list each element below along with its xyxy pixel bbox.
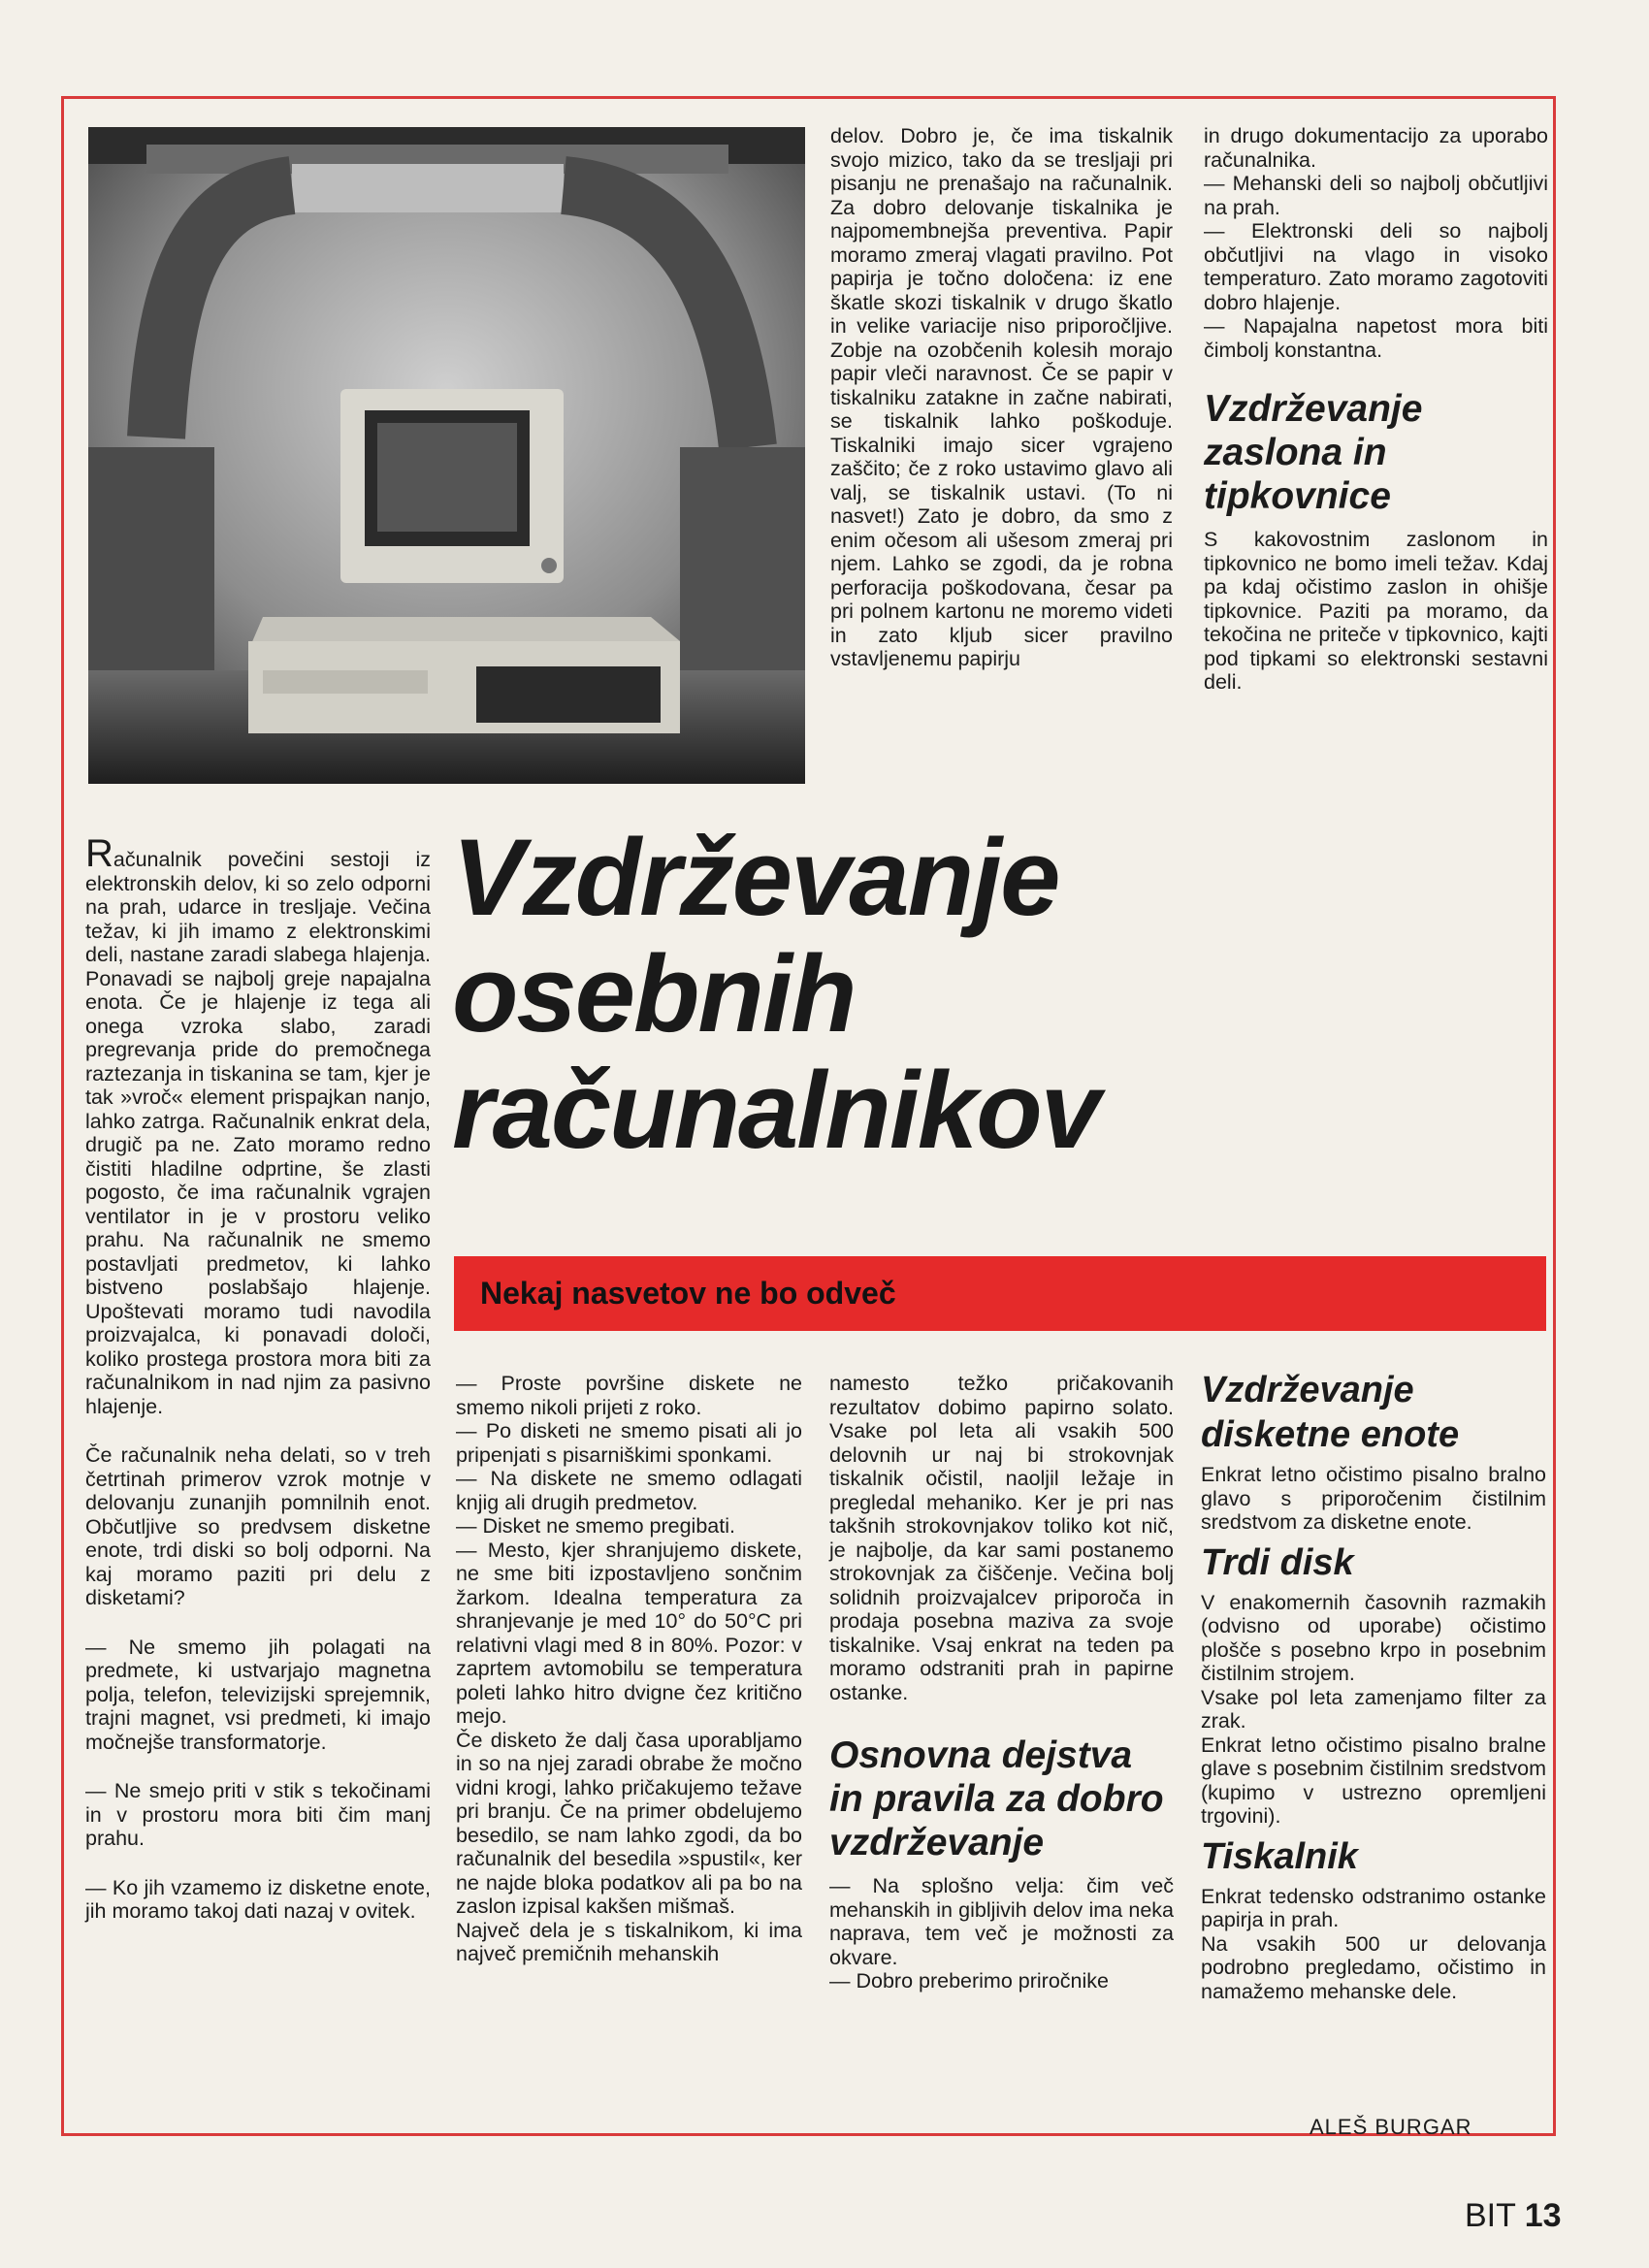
author-byline: ALEŠ BURGAR — [1310, 2115, 1472, 2139]
text-paragraph: Vsake pol leta zamenjamo filter za zrak. — [1201, 1685, 1546, 1733]
text-paragraph: — Po disketi ne smemo pisati ali jo pripenjati s pisarniškimi sponkami. — [456, 1419, 802, 1467]
subheading-printer: Tiskalnik — [1201, 1835, 1358, 1877]
page-folio — [1465, 2197, 1562, 2235]
text-paragraph: — Na splošno velja: čim več mehanskih in gibljivih delov ima neka naprava, tem več je možnosti za okvare. — [829, 1874, 1174, 1969]
text-paragraph: Največ dela je s tiskalnikom, ki ima največ premičnih mehanskih — [456, 1918, 802, 1965]
left-column — [85, 832, 431, 1924]
text-paragraph: Če disketo že dalj časa uporabljamo in so na njej zaradi obrabe že močno vidni krogi, lahko pričakujemo težave pri branju. Če na primer obdelujemo besedilo, se nam lahko zgodi, da bo računalnik del besedila »spustil«, ker ne najde bloka podatkov ali pa bo na zaslon izpisal kakšen mišmaš. — [456, 1728, 802, 1918]
subheading-basic-rules: Osnovna dejstva in pravila za dobro vzdrževanje — [829, 1734, 1164, 1863]
text-paragraph: — Na diskete ne smemo odlagati knjig ali drugih predmetov. — [456, 1467, 802, 1514]
text-paragraph: namesto težko pričakovanih rezultatov dobimo papirno solato. Vsake pol leta ali vsakih 500 delovnih ur naj bi strokovnjak tiskalnik očistil, naoljil ležaje in pregledal mehaniko. Ker je pri nas takšnih strokovnjakov toliko kot nič, je najbolje, da kar sami postanemo strokovnjak za čiščenje. Večina bolj solidnih proizvajalcev priporoča in prodaja posebna maziva za svoje tiskalnike. Vsaj enkrat na teden pa moramo odstraniti prah in papirne ostanke. — [829, 1372, 1174, 1704]
bottom-column-3 — [1201, 1368, 1546, 2003]
subtitle-banner — [454, 1256, 1546, 1331]
text-paragraph: Na vsakih 500 ur delovanja podrobno pregledamo, očistimo in namažemo mehanske dele. — [1201, 1931, 1546, 2003]
text-paragraph: — Mesto, kjer shranjujemo diskete, ne sme biti izpostavljeno sončnim žarkom. Idealna temperatura za shranjevanje je med 10° do 50°C pri relativni vlagi med 8 in 80%. Pozor: v zaprtem avtomobilu se temperatura poleti lahko hitro dvigne čez kritično mejo. — [456, 1538, 802, 1728]
text-paragraph: delov. Dobro je, če ima tiskalnik svojo mizico, tako da se tresljaji pri pisanju ne prenašajo na računalnik. Za dobro delovanje tiskalnika je najpomembnejša preventiva. Papir moramo zmeraj vlagati pravilno. Pot papirja je točno določena: iz ene škatle skozi tiskalnik v drugo škatlo in velike variacije niso priporočljive. Zobje na ozobčenih kolesih morajo papir vleči naravnost. Če se papir v tiskalniku zatakne in začne nabirati, se tiskalnik lahko poškoduje. Tiskalniki imajo sicer vgrajeno zaščito; če z roko ustavimo glavo ali valj, se tiskalnik ustavi. (To ni nasvet!) Zato je dobro, da smo z enim očesom ali ušesom zmeraj pri njem. Lahko se zgodi, da je robna perforacija poškodovana, česar pa pri polnem kartonu ne moremo videti in zato kljub sicer pravilno vstavljenemu papirju — [830, 124, 1173, 670]
top-column-2 — [1204, 124, 1548, 695]
text-paragraph: — Proste površine diskete ne smemo nikoli prijeti z roko. — [456, 1372, 802, 1419]
text-paragraph: — Ne smemo jih polagati na predmete, ki ustvarjajo magnetna polja, telefon, televizijski sprejemnik, trajni magnet, vsi predmeti, ki imajo močnejše transformatorje. — [85, 1635, 431, 1754]
text-paragraph: — Napajalna napetost mora biti čimbolj konstantna. — [1204, 314, 1548, 362]
photo-computer-in-fog — [88, 127, 805, 784]
bottom-column-2 — [829, 1372, 1174, 1993]
title-line: Vzdrževanje — [452, 817, 1059, 938]
title-line: računalnikov — [452, 1050, 1099, 1171]
text-paragraph: — Ne smejo priti v stik s tekočinami in v prostoru mora biti čim manj prahu. — [85, 1779, 431, 1850]
text-paragraph: Če računalnik neha delati, so v treh četrtinah primerov vzrok motnje v delovanju zunanjih pomnilnih enot. Občutljive so predvsem disketne enote, trdi diski so bolj odporni. Na kaj moramo paziti pri delu z disketami? — [85, 1443, 431, 1609]
text-paragraph: — Elektronski deli so najbolj občutljivi na vlago in visoko temperaturo. Zato moramo zagotoviti dobro hlajenje. — [1204, 219, 1548, 314]
text-paragraph: — Dobro preberimo priročnike — [829, 1969, 1109, 1993]
text-paragraph: Računalnik povečini sestoji iz elektronskih delov, ki so zelo odporni na prah, udarce in tresljaje. Večina težav, ki jih imamo z elektronskimi deli, nastane zaradi slabega hlajenja. Ponavadi se najbolj greje napajalna enota. Če je hlajenje iz tega ali onega vzroka slabo, zaradi pregrevanja pride do premočnega raztezanja in tiskanina se tam, kjer je tak »vroč« element prispajkan nanjo, lahko zatrga. Računalnik enkrat dela, drugič pa ne. Zato moramo redno čistiti hladilne odprtine, še zlasti pogosto, če ima računalnik vgrajen ventilator in je v prostoru veliko prahu. Na računalnik ne smemo postavljati predmetov, ki lahko bistveno poslabšajo hlajenje. Upoštevati moramo tudi navodila proizvajalca, ki ponavadi določi, koliko prostega prostora mora biti za računalnikom in nad njim za pasivno hlajenje. — [85, 832, 431, 1418]
text-paragraph: V enakomernih časovnih razmakih (odvisno od uporabe) očistimo plošče s posebno krpo in posebnim čistilnim strojem. — [1201, 1590, 1546, 1685]
magazine-name: BIT — [1465, 2197, 1516, 2234]
title-line: osebnih — [452, 933, 856, 1054]
text-paragraph: Enkrat letno očistimo pisalno bralno glavo s priporočenim čistilnim sredstvom za disketne enote. — [1201, 1463, 1546, 1534]
text-paragraph: S kakovostnim zaslonom in tipkovnico ne bomo imeli težav. Kdaj pa kdaj očistimo zaslon in ohišje tipkovnice. Paziti pa moramo, da tekočina ne priteče v tipkovnico, kajti pod tipkami so elektronski sestavni deli. — [1204, 528, 1548, 694]
text-paragraph: Enkrat letno očistimo pisalno bralne glave s posebnim čistilnim sredstvom (kupimo v ustrezno opremljeni trgovini). — [1201, 1733, 1546, 1828]
text-paragraph: — Disket ne smemo pregibati. — [456, 1514, 735, 1538]
text-paragraph: — Mehanski deli so najbolj občutljivi na prah. — [1204, 172, 1548, 219]
text-paragraph: in drugo dokumentacijo za uporabo računalnika. — [1204, 124, 1548, 172]
subheading-disk-drive: Vzdrževanje disketne enote — [1201, 1370, 1460, 1455]
subheading-screen-keyboard: Vzdrževanje zaslona in tipkovnice — [1204, 388, 1423, 517]
top-column-1 — [830, 124, 1173, 671]
page-number: 13 — [1524, 2197, 1562, 2234]
text-paragraph: Enkrat tedensko odstranimo ostanke papirja in prah. — [1201, 1884, 1546, 1931]
subtitle-text: Nekaj nasvetov ne bo odveč — [480, 1276, 896, 1311]
bottom-column-1 — [456, 1372, 802, 1966]
text-paragraph: — Ko jih vzamemo iz disketne enote, jih moramo takoj dati nazaj v ovitek. — [85, 1875, 431, 1923]
article-title — [452, 817, 1325, 1171]
drop-cap: R — [85, 832, 113, 875]
subheading-hard-disk: Trdi disk — [1201, 1541, 1354, 1583]
